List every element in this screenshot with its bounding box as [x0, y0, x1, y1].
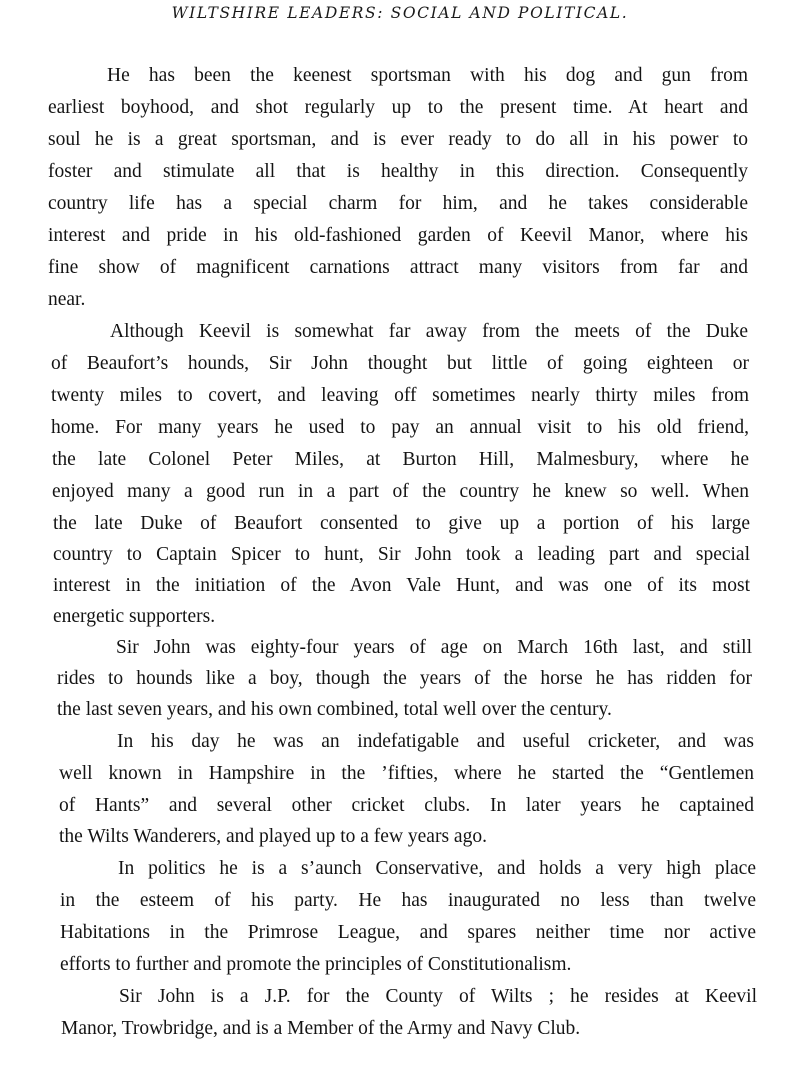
text-line: efforts to further and promote the principles of Constitutionalism. [60, 954, 572, 975]
text-line: in the esteem of his party. He has inaugurated no less than twelve [60, 890, 756, 911]
text-line: fine show of magnificent carnations attract many visitors from far and [48, 257, 748, 278]
text-line: He has been the keenest sportsman with his dog and gun from [107, 65, 748, 86]
text-line: Sir John was eighty-four years of age on March 16th last, and still [116, 637, 752, 658]
text-line: of Beaufort’s hounds, Sir John thought but little of going eighteen or [51, 353, 749, 374]
text-line: interest in the initiation of the Avon Vale Hunt, and was one of its most [53, 575, 750, 596]
text-line: foster and stimulate all that is healthy in this direction. Consequently [48, 161, 748, 182]
text-line: rides to hounds like a boy, though the years of the horse he has ridden for [57, 668, 752, 689]
text-line: enjoyed many a good run in a part of the country he knew so well. When [52, 481, 749, 502]
text-line: country life has a special charm for him, and he takes considerable [48, 193, 748, 214]
text-line: In his day he was an indefatigable and useful cricketer, and was [117, 731, 754, 752]
text-line: Manor, Trowbridge, and is a Member of the Army and Navy Club. [61, 1018, 581, 1039]
text-line: twenty miles to covert, and leaving off sometimes nearly thirty miles from [51, 385, 749, 406]
text-line: soul he is a great sportsman, and is ever ready to do all in his power to [48, 129, 748, 150]
running-header: WILTSHIRE LEADERS: SOCIAL AND POLITICAL. [171, 4, 629, 22]
text-line: country to Captain Spicer to hunt, Sir John took a leading part and special [53, 544, 750, 565]
text-line: well known in Hampshire in the ’fifties, where he started the “Gentlemen [59, 763, 754, 784]
text-line: home. For many years he used to pay an annual visit to his old friend, [51, 417, 749, 438]
text-line: Habitations in the Primrose League, and spares neither time nor active [60, 922, 756, 943]
text-line: earliest boyhood, and shot regularly up to the present time. At heart and [48, 97, 748, 118]
text-line: Although Keevil is somewhat far away from the meets of the Duke [110, 321, 748, 342]
text-line: the late Colonel Peter Miles, at Burton Hill, Malmesbury, where he [52, 449, 749, 470]
text-line: interest and pride in his old-fashioned garden of Keevil Manor, where his [48, 225, 748, 246]
text-line: In politics he is a s’aunch Conservative, and holds a very high place [118, 858, 756, 879]
text-line: the late Duke of Beaufort consented to give up a portion of his large [53, 513, 750, 534]
text-line: the last seven years, and his own combined, total well over the century. [57, 699, 612, 720]
text-line: the Wilts Wanderers, and played up to a few years ago. [59, 826, 487, 847]
text-line: near. [48, 289, 86, 310]
text-line: energetic supporters. [53, 606, 216, 627]
text-line: Sir John is a J.P. for the County of Wilts ; he resides at Keevil [119, 986, 757, 1007]
text-line: of Hants” and several other cricket clubs. In later years he captained [59, 795, 754, 816]
